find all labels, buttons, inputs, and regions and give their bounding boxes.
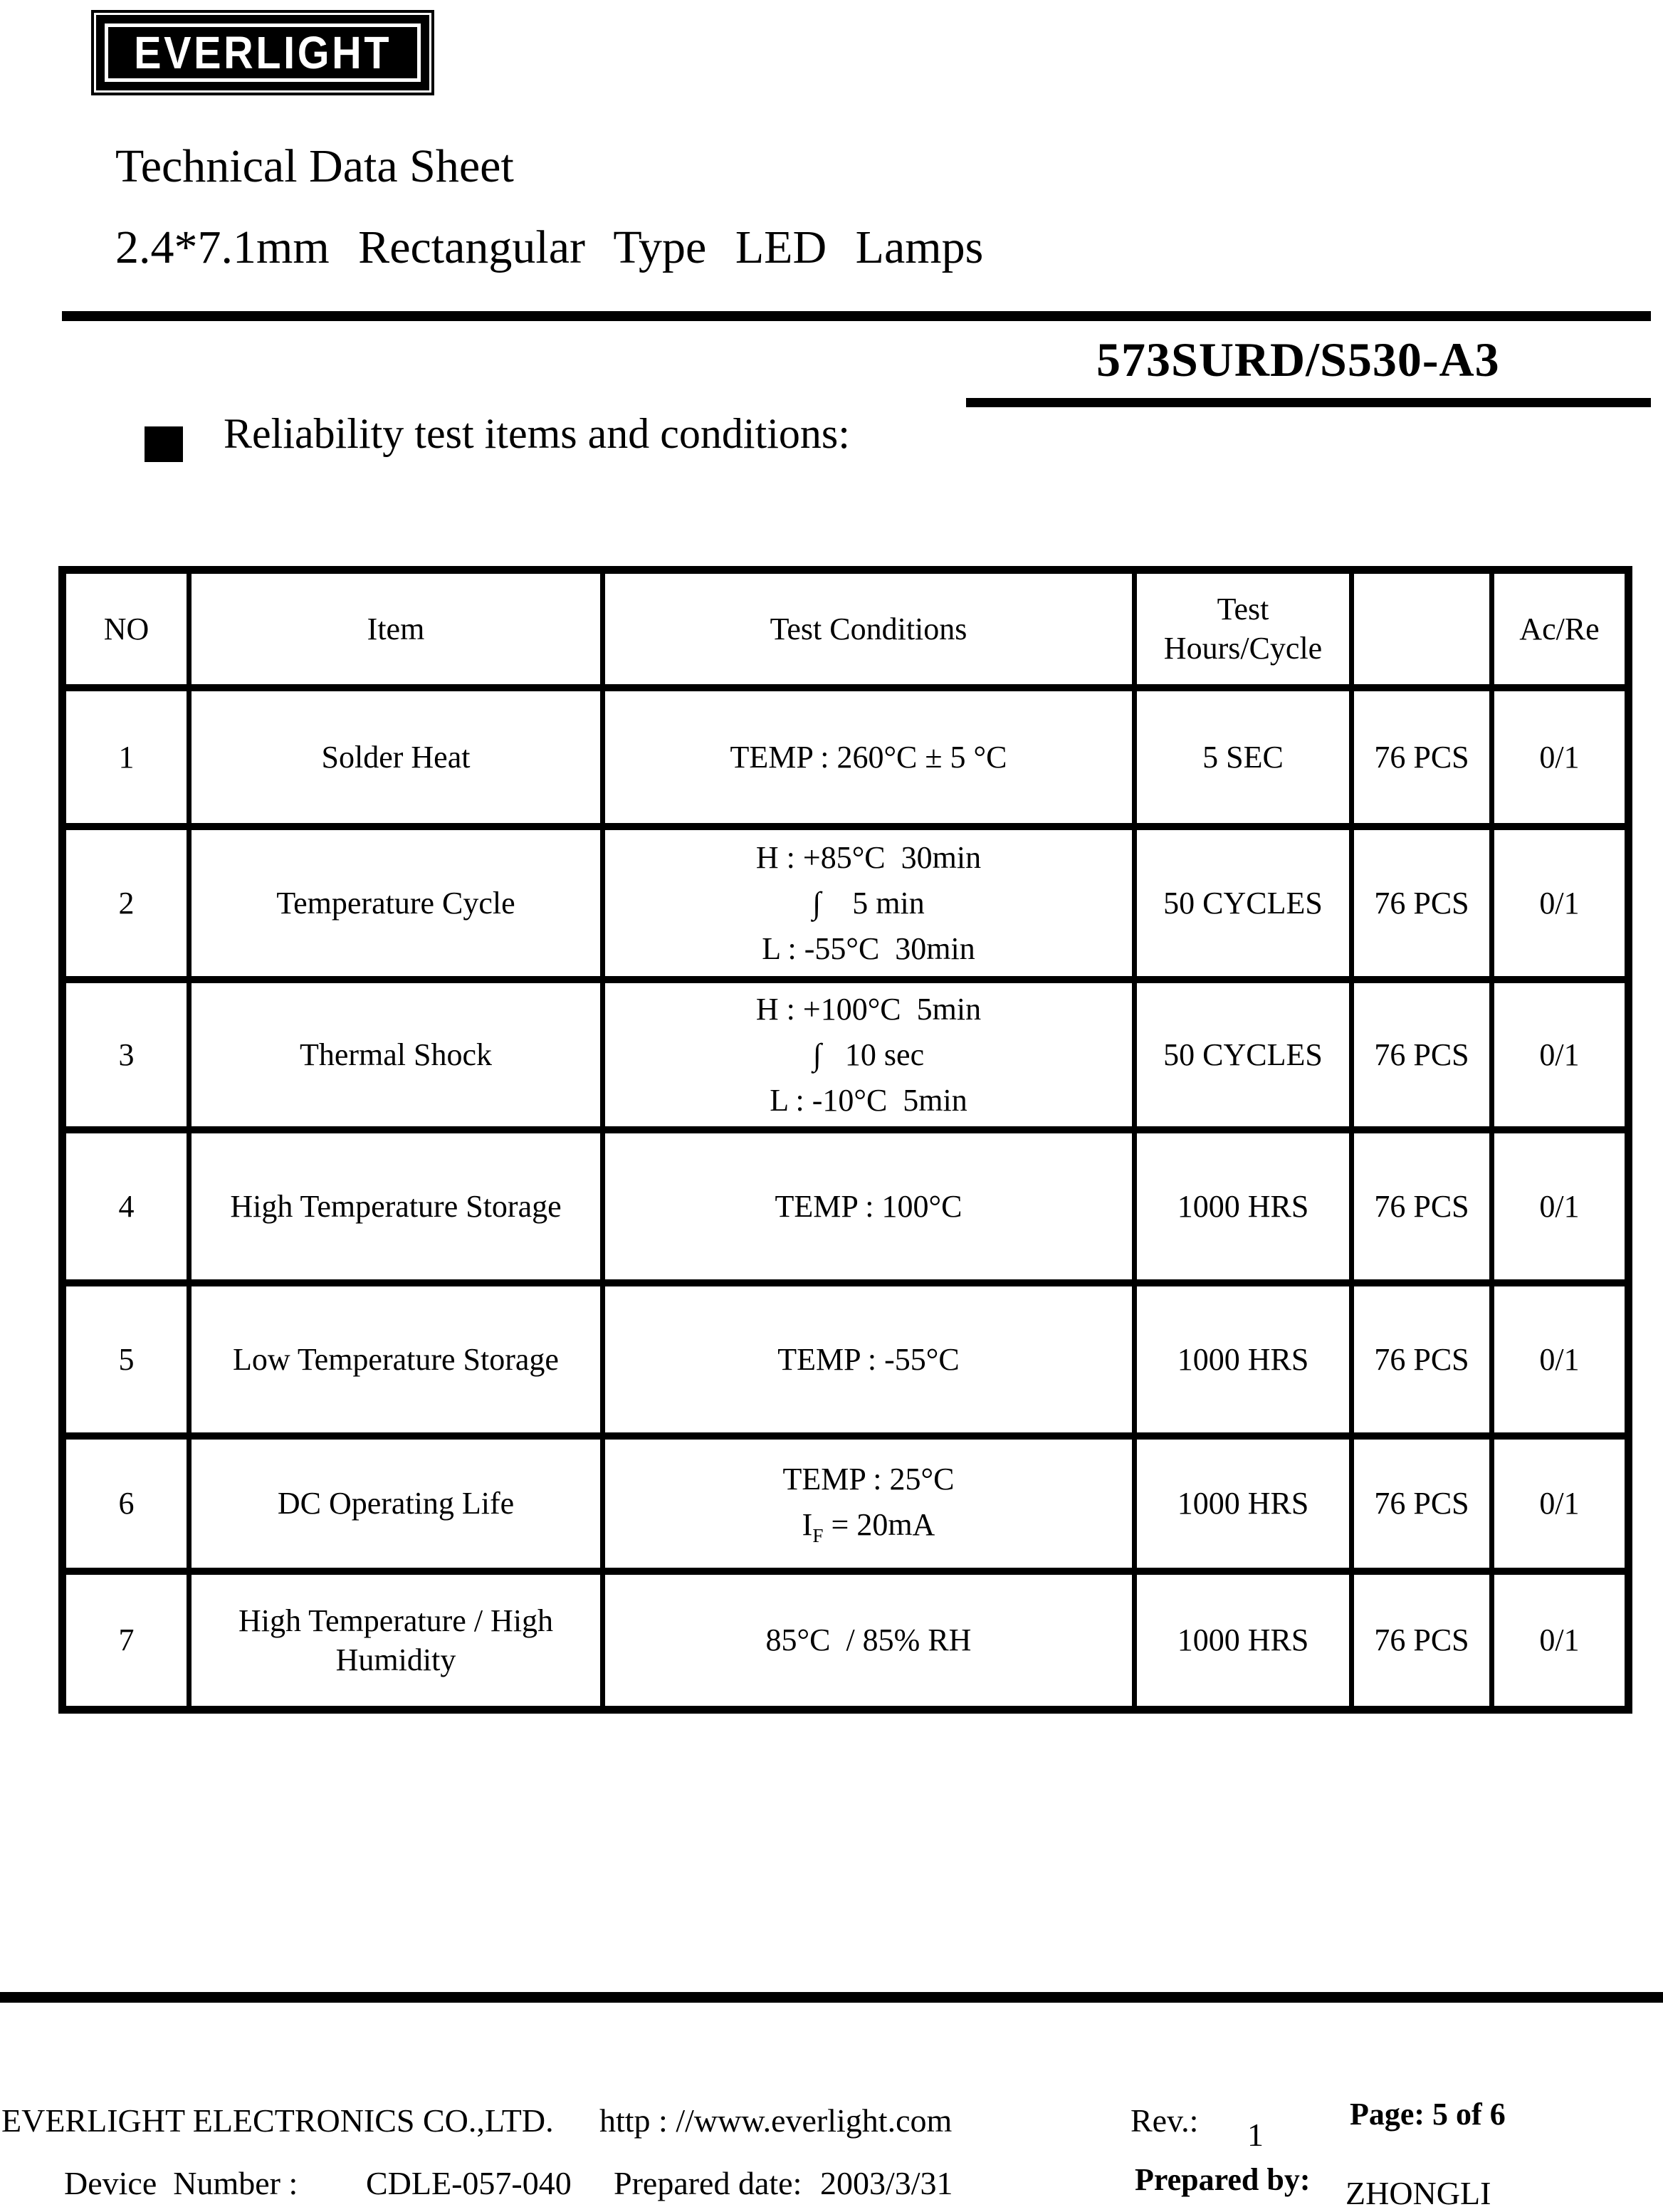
cell-item: Temperature Cycle: [189, 827, 603, 980]
part-number: 573SURD/S530-A3: [1096, 332, 1500, 387]
condition-line: TEMP : 260°C ± 5 °C: [730, 739, 1007, 775]
cell-item: DC Operating Life: [189, 1436, 603, 1571]
cell-ac-re: 0/1: [1492, 1571, 1629, 1710]
column-header-item: Item: [189, 570, 603, 688]
cell-test-conditions: [603, 1571, 1135, 1710]
cell-no: 3: [63, 980, 189, 1130]
footer-prepared-by-label: Prepared by:: [1135, 2162, 1311, 2197]
table-row: [63, 1130, 1629, 1283]
cell-ac-re: 0/1: [1492, 688, 1629, 827]
cell-test-hours-cycle: 50 CYCLES: [1135, 980, 1352, 1130]
cell-ac-re: 0/1: [1492, 827, 1629, 980]
table-row: [63, 980, 1629, 1130]
table-row: [63, 1283, 1629, 1436]
condition-line: L : -10°C 5min: [770, 1082, 967, 1118]
table-row: [63, 827, 1629, 980]
condition-line: ∫ 10 sec: [812, 1037, 925, 1072]
cell-item: Thermal Shock: [189, 980, 603, 1130]
cell-test-conditions: [603, 1130, 1135, 1283]
cell-no: 6: [63, 1436, 189, 1571]
cell-item: Low Temperature Storage: [189, 1283, 603, 1436]
table-row: [63, 688, 1629, 827]
document-title: Technical Data Sheet: [115, 140, 514, 192]
footer-rule: [0, 1992, 1663, 2003]
column-header-no: NO: [63, 570, 189, 688]
footer-prepared-by: ZHONGLI: [1345, 2175, 1491, 2211]
condition-line: $I_F = 20mA$: [802, 1506, 935, 1546]
footer-rev-value: 1: [1247, 2117, 1264, 2153]
cell-quantity: 76 PCS: [1352, 688, 1492, 827]
condition-line: ∫ 5 min: [812, 885, 925, 921]
cell-test-conditions: [603, 980, 1135, 1130]
title-rule: [62, 311, 1651, 321]
cell-quantity: 76 PCS: [1352, 1283, 1492, 1436]
cell-test-hours-cycle: 1000 HRS: [1135, 1571, 1352, 1710]
part-number-underline: [966, 398, 1651, 407]
footer-prepared-date: 2003/3/31: [820, 2165, 953, 2201]
everlight-logo-frame: [105, 23, 421, 82]
cell-test-conditions: [603, 1436, 1135, 1571]
table-header-row: [63, 570, 1629, 688]
condition-line: H : +100°C 5min: [755, 991, 982, 1027]
section-bullet-square: [145, 426, 183, 462]
cell-item: High Temperature / High Humidity: [189, 1571, 603, 1710]
condition-line: TEMP : -55°C: [777, 1341, 960, 1377]
everlight-logo: [91, 10, 434, 95]
footer-website: http : //www.everlight.com: [599, 2102, 953, 2139]
cell-test-conditions: [603, 688, 1135, 827]
cell-no: 5: [63, 1283, 189, 1436]
cell-ac-re: 0/1: [1492, 1283, 1629, 1436]
cell-test-conditions: [603, 1283, 1135, 1436]
condition-line: L : -55°C 30min: [762, 931, 975, 966]
cell-ac-re: 0/1: [1492, 1436, 1629, 1571]
reliability-table: [58, 566, 1632, 1714]
subscript: F: [812, 1524, 824, 1546]
cell-test-hours-cycle: 1000 HRS: [1135, 1130, 1352, 1283]
condition-line: TEMP : 25°C: [782, 1461, 955, 1496]
cell-item: High Temperature Storage: [189, 1130, 603, 1283]
condition-line: H : +85°C 30min: [755, 839, 982, 875]
section-heading: Reliability test items and conditions:: [224, 410, 850, 457]
column-header-test-conditions: Test Conditions: [603, 570, 1135, 688]
cell-no: 2: [63, 827, 189, 980]
cell-quantity: 76 PCS: [1352, 827, 1492, 980]
cell-test-hours-cycle: 1000 HRS: [1135, 1436, 1352, 1571]
cell-test-hours-cycle: 1000 HRS: [1135, 1283, 1352, 1436]
reliability-table-head: [63, 570, 1629, 688]
footer-device-number-label: Device Number :: [64, 2165, 298, 2201]
column-header-ac-re: Ac/Re: [1492, 570, 1629, 688]
reliability-table-container: [58, 566, 1632, 1714]
footer-rev-label: Rev.:: [1130, 2102, 1199, 2139]
cell-quantity: 76 PCS: [1352, 1436, 1492, 1571]
condition-line: 85°C / 85% RH: [765, 1623, 972, 1658]
column-header-blank: [1352, 570, 1492, 688]
cell-ac-re: 0/1: [1492, 1130, 1629, 1283]
cell-no: 4: [63, 1130, 189, 1283]
cell-quantity: 76 PCS: [1352, 1130, 1492, 1283]
everlight-logo-box: [96, 15, 429, 90]
column-header-test-hours-cycle: Test Hours/Cycle: [1135, 570, 1352, 688]
table-row: [63, 1436, 1629, 1571]
table-row: [63, 1571, 1629, 1710]
everlight-logo-text: EVERLIGHT: [134, 27, 392, 78]
cell-item: Solder Heat: [189, 688, 603, 827]
cell-ac-re: 0/1: [1492, 980, 1629, 1130]
cell-test-hours-cycle: 5 SEC: [1135, 688, 1352, 827]
footer-company: EVERLIGHT ELECTRONICS CO.,LTD.: [1, 2102, 554, 2139]
document-subtitle: 2.4*7.1mm Rectangular Type LED Lamps: [115, 221, 984, 273]
cell-no: 7: [63, 1571, 189, 1710]
cell-test-conditions: [603, 827, 1135, 980]
condition-line: TEMP : 100°C: [775, 1188, 962, 1224]
cell-test-hours-cycle: 50 CYCLES: [1135, 827, 1352, 980]
footer-prepared-date-label: Prepared date:: [614, 2165, 802, 2201]
footer-page-number: Page: 5 of 6: [1350, 2097, 1506, 2132]
reliability-table-body: [63, 688, 1629, 1710]
cell-no: 1: [63, 688, 189, 827]
footer-device-number: CDLE-057-040: [366, 2165, 572, 2201]
cell-quantity: 76 PCS: [1352, 980, 1492, 1130]
cell-quantity: 76 PCS: [1352, 1571, 1492, 1710]
